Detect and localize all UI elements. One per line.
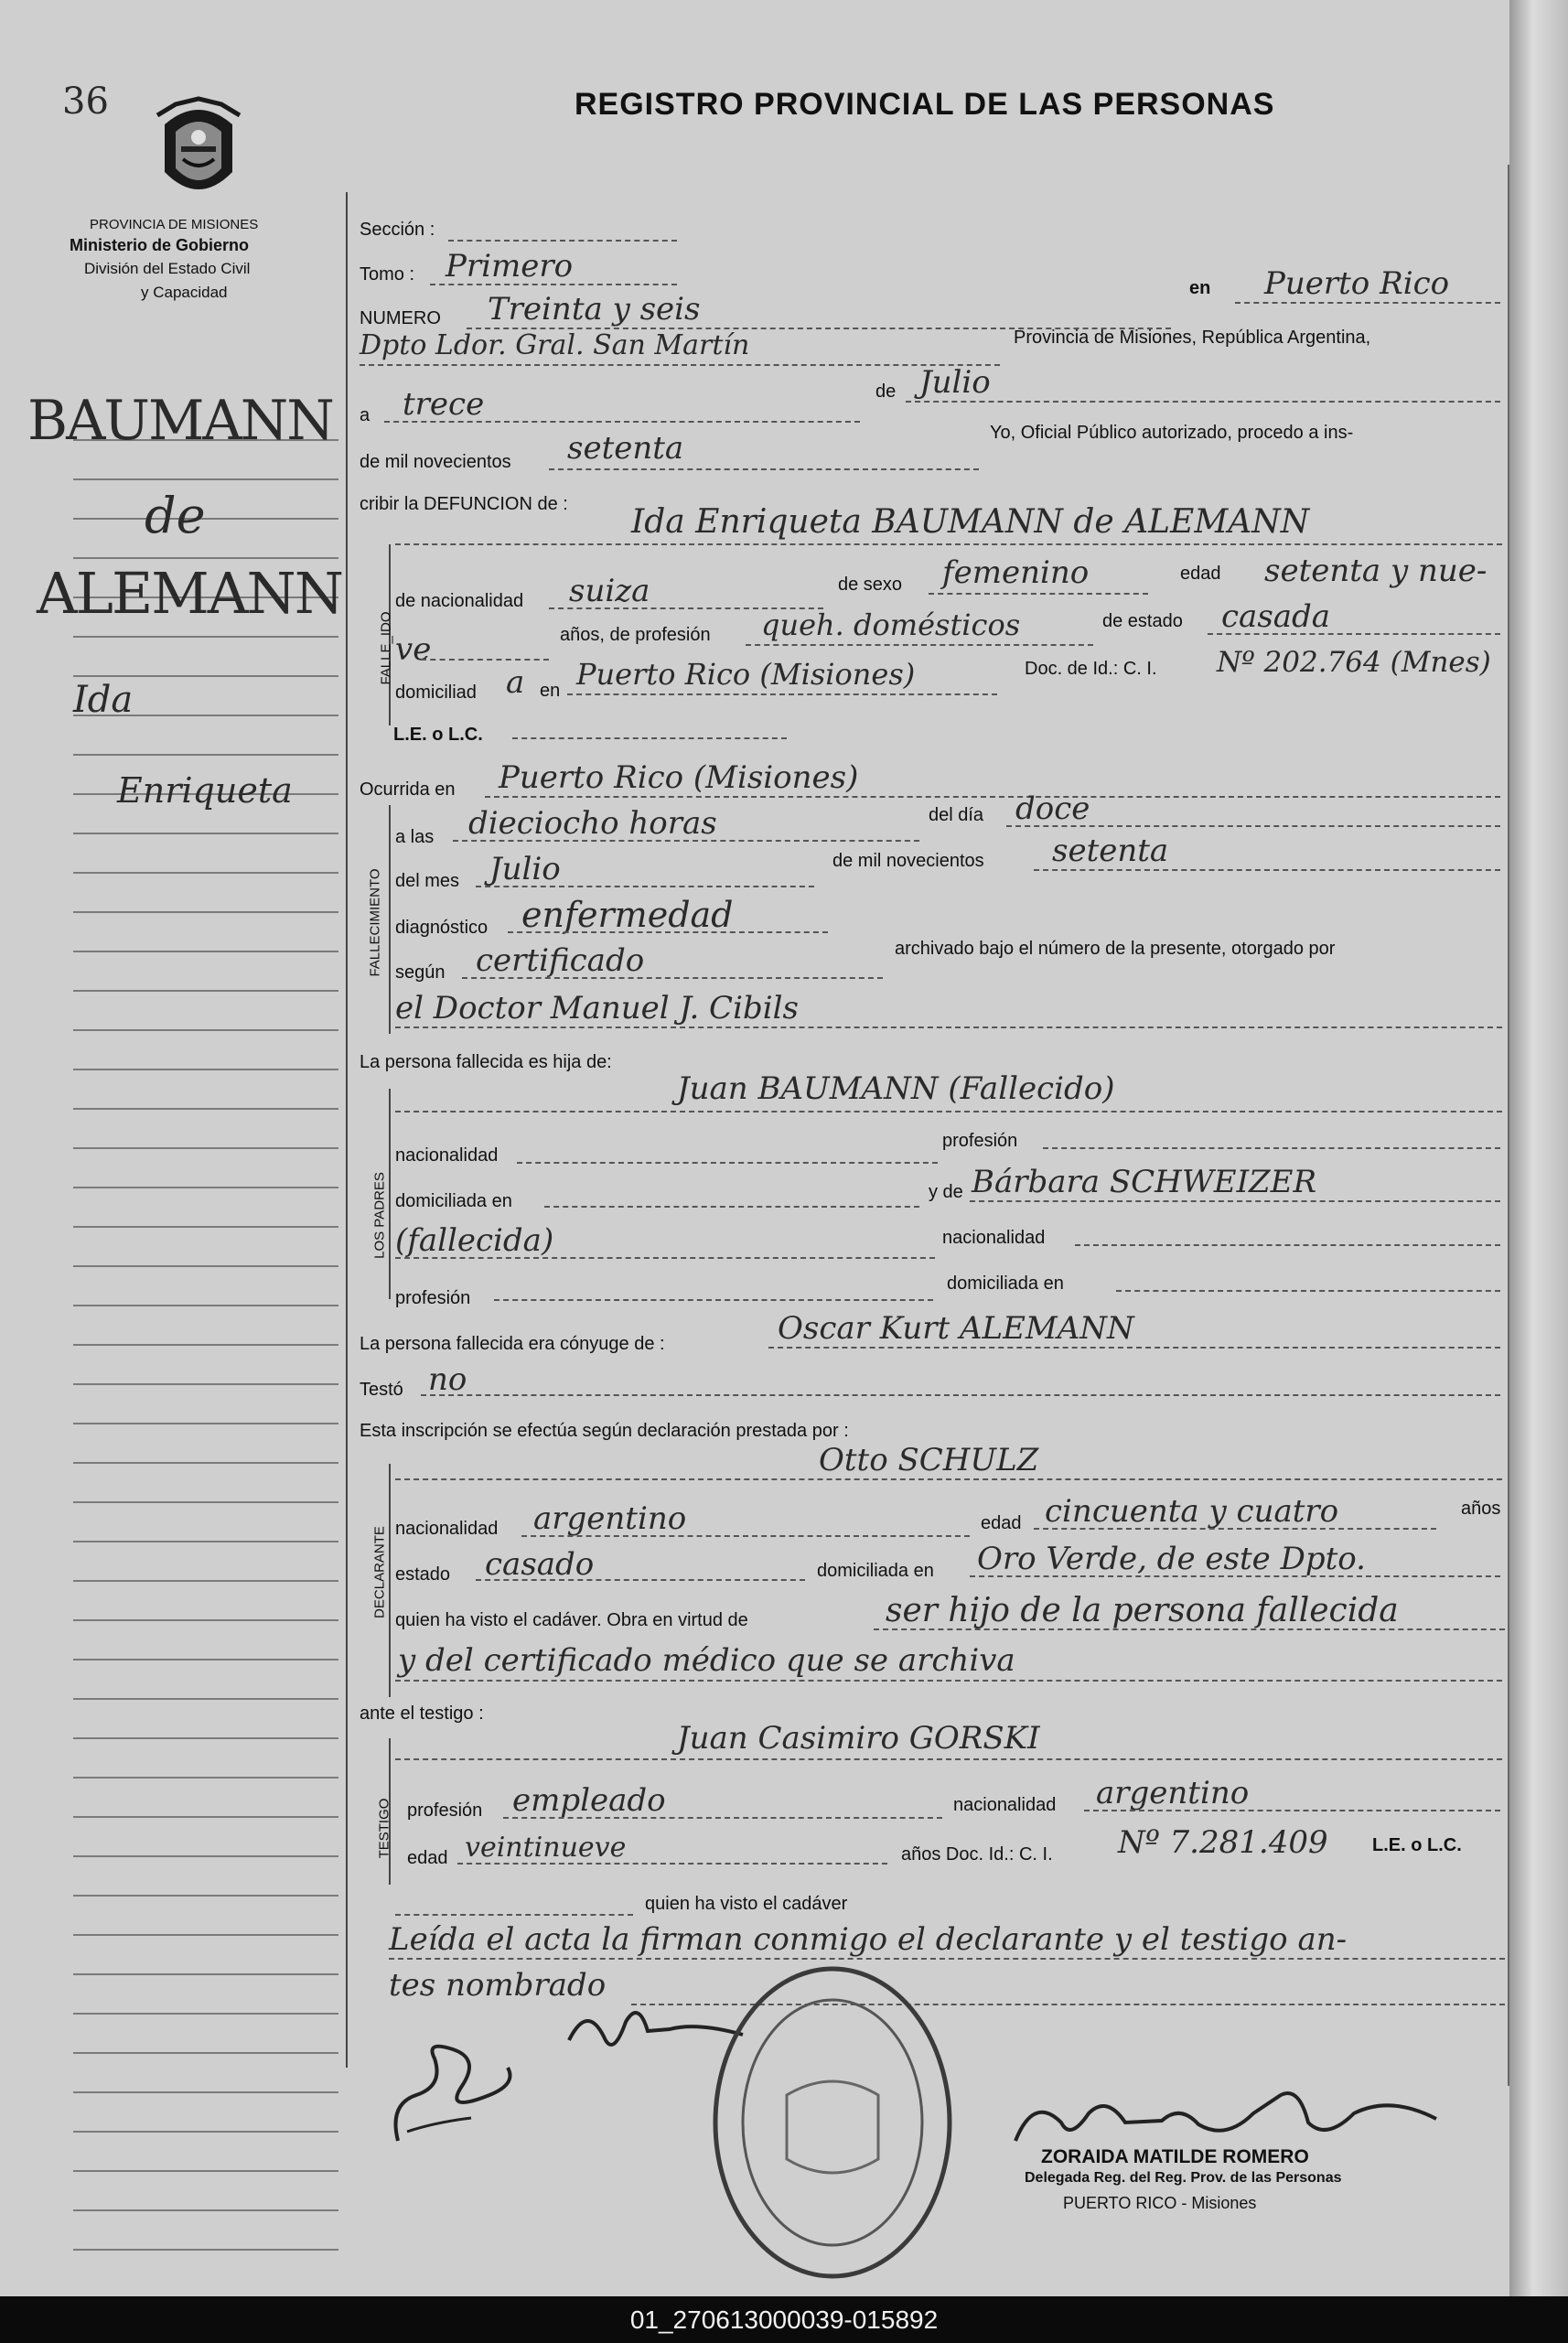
witness-signature (380, 2031, 526, 2150)
label-en-dom: en (540, 681, 561, 701)
value-estado: casada (1221, 598, 1331, 635)
value-leida-2: tes nombrado (389, 1967, 607, 2004)
label-edad-d: edad (981, 1513, 1022, 1533)
value-leida: Leída el acta la firman conmigo el declarante y el testigo an- (389, 1921, 1348, 1958)
value-mes: Julio (919, 364, 991, 401)
org-line-2: Ministerio de Gobierno (70, 236, 250, 254)
side-label-testigo: TESTIGO (376, 1798, 392, 1859)
label-anos-profesion: años, de profesión (560, 625, 711, 645)
value-profesion: queh. domésticos (761, 607, 1021, 642)
side-label-fallecimiento: FALLECIMIENTO (367, 868, 383, 977)
label-archivado: archivado bajo el número de la presente, otorgado por (895, 939, 1336, 959)
official-seal-stamp (704, 1958, 961, 2287)
label-anos-doc-t: años Doc. Id.: C. I. (901, 1844, 1053, 1865)
label-de-mil-2: de mil novecientos (832, 851, 984, 871)
value-lugar: Puerto Rico (1264, 265, 1450, 302)
label-a: a (360, 405, 371, 425)
label-yo-oficial: Yo, Oficial Público autorizado, procedo a ins- (990, 423, 1354, 443)
label-estado: de estado (1102, 611, 1183, 631)
label-numero: NUMERO (360, 308, 441, 328)
org-line-1: PROVINCIA DE MISIONES (90, 217, 259, 232)
label-profesion-t: profesión (407, 1800, 483, 1821)
value-edad-decl: cincuenta y cuatro (1045, 1493, 1339, 1530)
label-edad: edad (1180, 564, 1221, 584)
value-madre: Bárbara SCHWEIZER (972, 1164, 1317, 1200)
value-estado-decl: casado (485, 1546, 595, 1583)
label-domiciliada-d: domiciliada en (817, 1561, 934, 1581)
org-line-3: División del Estado Civil (84, 260, 251, 277)
label-anos-d: años (1461, 1499, 1501, 1519)
value-mes-fall: Julio (489, 851, 561, 887)
label-provincia: Provincia de Misiones, República Argentina, (1014, 328, 1371, 348)
value-hora: dieciocho horas (468, 805, 717, 842)
label-conyuge: La persona fallecida era cónyuge de : (360, 1334, 665, 1354)
value-edad-testigo: veintinueve (465, 1832, 627, 1864)
value-diagnostico: enfermedad (521, 895, 734, 935)
value-doctor: el Doctor Manuel J. Cibils (395, 990, 799, 1026)
label-testo: Testó (360, 1380, 403, 1400)
label-doc-id: Doc. de Id.: C. I. (1025, 659, 1157, 679)
section-rule-padres (389, 1089, 391, 1299)
value-doc: Nº 202.764 (Mnes) (1217, 646, 1491, 679)
value-anio-fall: setenta (1052, 833, 1169, 869)
value-dia-fall: doce (1015, 790, 1090, 827)
label-quien-ha-visto: quien ha visto el cadáver. Obra en virtud de (395, 1610, 748, 1630)
value-fallecido: Ida Enriqueta BAUMANN de ALEMANN (631, 503, 1310, 541)
label-profesion-m: profesión (395, 1288, 471, 1308)
section-rule-declarante (389, 1464, 391, 1697)
value-madre-2: (fallecida) (395, 1222, 554, 1259)
value-padre: Juan BAUMANN (Fallecido) (677, 1070, 1115, 1107)
value-prof-testigo: empleado (512, 1782, 666, 1819)
label-a-las: a las (395, 827, 435, 847)
margin-surname-1: BAUMANN (27, 389, 333, 453)
value-anio: setenta (567, 430, 684, 467)
side-label-declarante: DECLARANTE (371, 1526, 388, 1618)
label-del-dia: del día (929, 805, 984, 825)
label-del-mes: del mes (395, 871, 460, 891)
value-dom-decl: Oro Verde, de este Dpto. (977, 1541, 1366, 1577)
main-vertical-rule (346, 192, 348, 2068)
label-cribir: cribir la DEFUNCION de : (360, 494, 568, 514)
label-nacionalidad-t: nacionalidad (953, 1795, 1057, 1815)
org-line-4: y Capacidad (141, 284, 228, 301)
value-declarante: Otto SCHULZ (819, 1442, 1039, 1478)
official-place: PUERTO RICO - Misiones (1063, 2194, 1257, 2212)
value-obra: ser hijo de la persona fallecida (886, 1592, 1399, 1629)
label-de-mil: de mil novecientos (360, 452, 511, 472)
label-quien-cadaver: quien ha visto el cadáver (645, 1894, 848, 1914)
label-ocurrida: Ocurrida en (360, 779, 456, 800)
label-segun: según (395, 962, 446, 983)
label-seccion: Sección : (360, 220, 435, 240)
label-domiciliada-en: domiciliada en (395, 1191, 512, 1211)
label-profesion-p: profesión (942, 1131, 1018, 1151)
value-tomo: Primero (446, 248, 574, 285)
label-nacionalidad-d: nacionalidad (395, 1519, 499, 1539)
label-le-lc: L.E. o L.C. (393, 725, 483, 745)
label-nacionalidad-p: nacionalidad (395, 1145, 499, 1166)
page-number: 36 (62, 81, 109, 123)
official-role: Delegada Reg. del Reg. Prov. de las Personas (1025, 2170, 1342, 2186)
image-id-footer: 01_270613000039-015892 (0, 2296, 1568, 2343)
page-title: REGISTRO PROVINCIAL DE LAS PERSONAS (575, 87, 1275, 122)
label-nacionalidad: de nacionalidad (395, 591, 524, 611)
label-edad-t: edad (407, 1848, 448, 1868)
value-numero: Treinta y seis (488, 291, 701, 328)
right-vertical-rule (1508, 165, 1509, 2086)
margin-given-2: Enriqueta (117, 770, 293, 811)
label-hija-de: La persona fallecida es hija de: (360, 1052, 612, 1072)
value-obra-2: y del certificado médico que se archiva (398, 1642, 1015, 1679)
label-diagnostico: diagnóstico (395, 918, 489, 938)
label-estado-d: estado (395, 1564, 451, 1585)
label-sexo: de sexo (838, 575, 903, 595)
value-dia: trece (403, 386, 485, 423)
value-edad: setenta y nue- (1264, 553, 1487, 589)
value-dpto: Dpto Ldor. Gral. San Martín (360, 329, 750, 361)
value-testigo: Juan Casimiro GORSKI (677, 1720, 1040, 1757)
value-doc-testigo: Nº 7.281.409 (1118, 1824, 1328, 1861)
value-sexo: femenino (942, 554, 1090, 591)
margin-surname-2: ALEMANN (37, 560, 342, 627)
value-ocurrida: Puerto Rico (Misiones) (499, 759, 859, 796)
label-ante-testigo: ante el testigo : (360, 1704, 484, 1724)
side-label-padres: LOS PADRES (371, 1172, 388, 1259)
side-label-fallecido: FALLE_IDO (378, 611, 394, 685)
label-domiciliada-en-m: domiciliada en (947, 1274, 1064, 1294)
label-esta-inscripcion: Esta inscripción se efectúa según declaración prestada por : (360, 1421, 849, 1441)
value-edad-2: ve (395, 631, 432, 668)
value-testo: no (428, 1361, 467, 1398)
label-en: en (1189, 278, 1211, 298)
value-nacionalidad: suiza (569, 573, 650, 609)
label-le-lc-t: L.E. o L.C. (1372, 1835, 1462, 1855)
provincial-coat-of-arms (148, 91, 249, 210)
value-nac-testigo: argentino (1096, 1775, 1250, 1811)
section-rule-fallecimiento (389, 805, 391, 1034)
label-tomo: Tomo : (360, 264, 415, 285)
margin-de: de (145, 487, 206, 544)
value-conyuge: Oscar Kurt ALEMANN (778, 1310, 1134, 1347)
value-domicilio: Puerto Rico (Misiones) (576, 657, 916, 692)
label-de-mes: de (875, 382, 897, 402)
label-domiciliad: domiciliad (395, 682, 477, 703)
official-name: ZORAIDA MATILDE ROMERO (1041, 2146, 1309, 2167)
value-nac-decl: argentino (533, 1500, 687, 1537)
value-domicilio-a: a (506, 664, 525, 701)
label-nacionalidad-m: nacionalidad (942, 1228, 1046, 1248)
value-segun: certificado (476, 942, 645, 979)
margin-given-1: Ida (73, 679, 134, 721)
label-y-de: y de (929, 1182, 963, 1202)
